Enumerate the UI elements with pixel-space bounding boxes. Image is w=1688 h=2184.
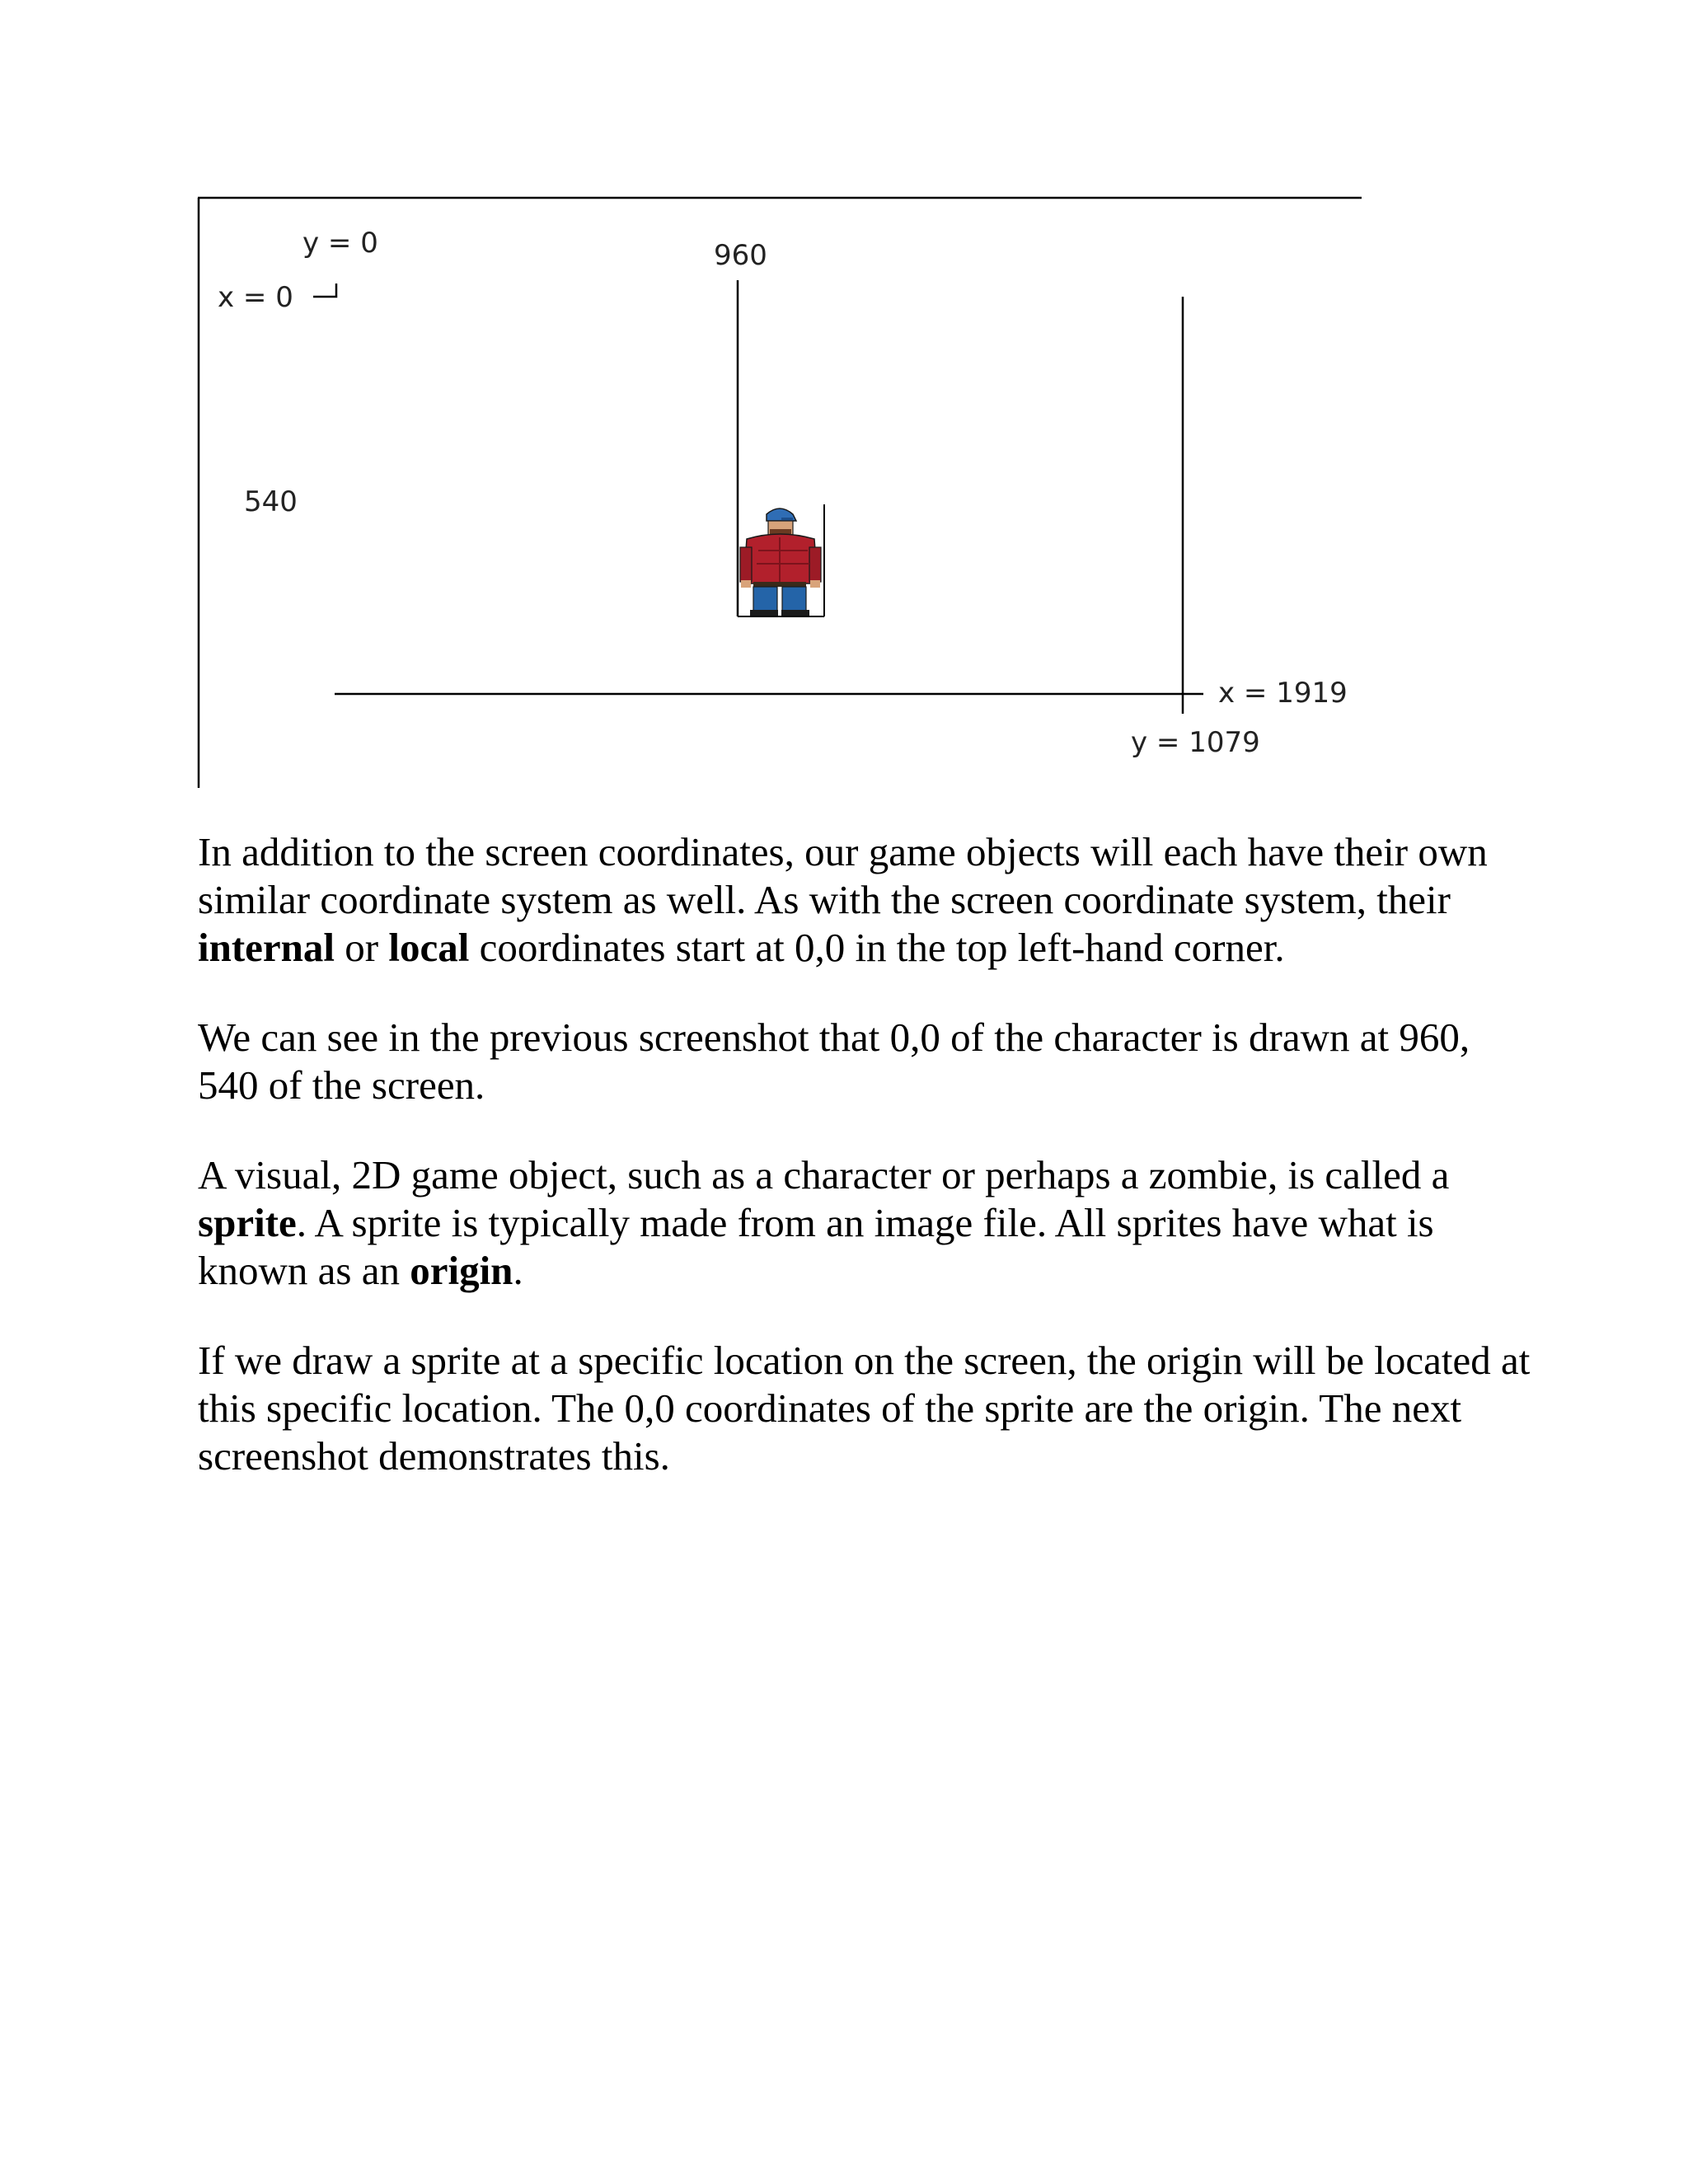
paragraph-2: [198, 1014, 1533, 1109]
label-center-y: 540: [244, 485, 298, 518]
paragraph-3-text-3: .: [513, 1248, 523, 1293]
term-local: local: [388, 925, 470, 970]
label-x-zero: x = 0: [218, 281, 293, 314]
paragraph-1-text-2: or: [335, 925, 389, 970]
paragraph-2-text: We can see in the previous screenshot that 0,0 of the character is drawn at 960, 540 of the screen.: [198, 1015, 1470, 1108]
label-y-zero: y = 0: [302, 227, 378, 260]
paragraph-3-text-2: . A sprite is typically made from an image file. All sprites have what is known as an: [198, 1200, 1434, 1293]
paragraph-3: [198, 1151, 1533, 1295]
character-sprite-icon: [740, 509, 821, 616]
term-internal: internal: [198, 925, 335, 970]
paragraph-4: [198, 1337, 1533, 1480]
screen-coordinates-figure: [0, 0, 1688, 824]
paragraph-1-text-1: In addition to the screen coordinates, our game objects will each have their own similar coordinate system as well. As with the screen coordinate system, their: [198, 829, 1488, 922]
term-origin: origin: [410, 1248, 513, 1293]
paragraph-4-text: If we draw a sprite at a specific location on the screen, the origin will be located at this specific location. The 0,0 coordinates of the sprite are the origin. The next screenshot demonstrates this.: [198, 1338, 1531, 1479]
label-x-max: x = 1919: [1218, 677, 1348, 710]
body-text: [198, 828, 1533, 1522]
paragraph-1-text-3: coordinates start at 0,0 in the top left-hand corner.: [469, 925, 1285, 970]
label-center-x: 960: [714, 239, 767, 272]
label-y-max: y = 1079: [1131, 726, 1260, 759]
term-sprite: sprite: [198, 1200, 297, 1245]
paragraph-3-text-1: A visual, 2D game object, such as a character or perhaps a zombie, is called a: [198, 1152, 1450, 1197]
paragraph-1: [198, 828, 1533, 972]
origin-corner-mark: [313, 284, 336, 297]
